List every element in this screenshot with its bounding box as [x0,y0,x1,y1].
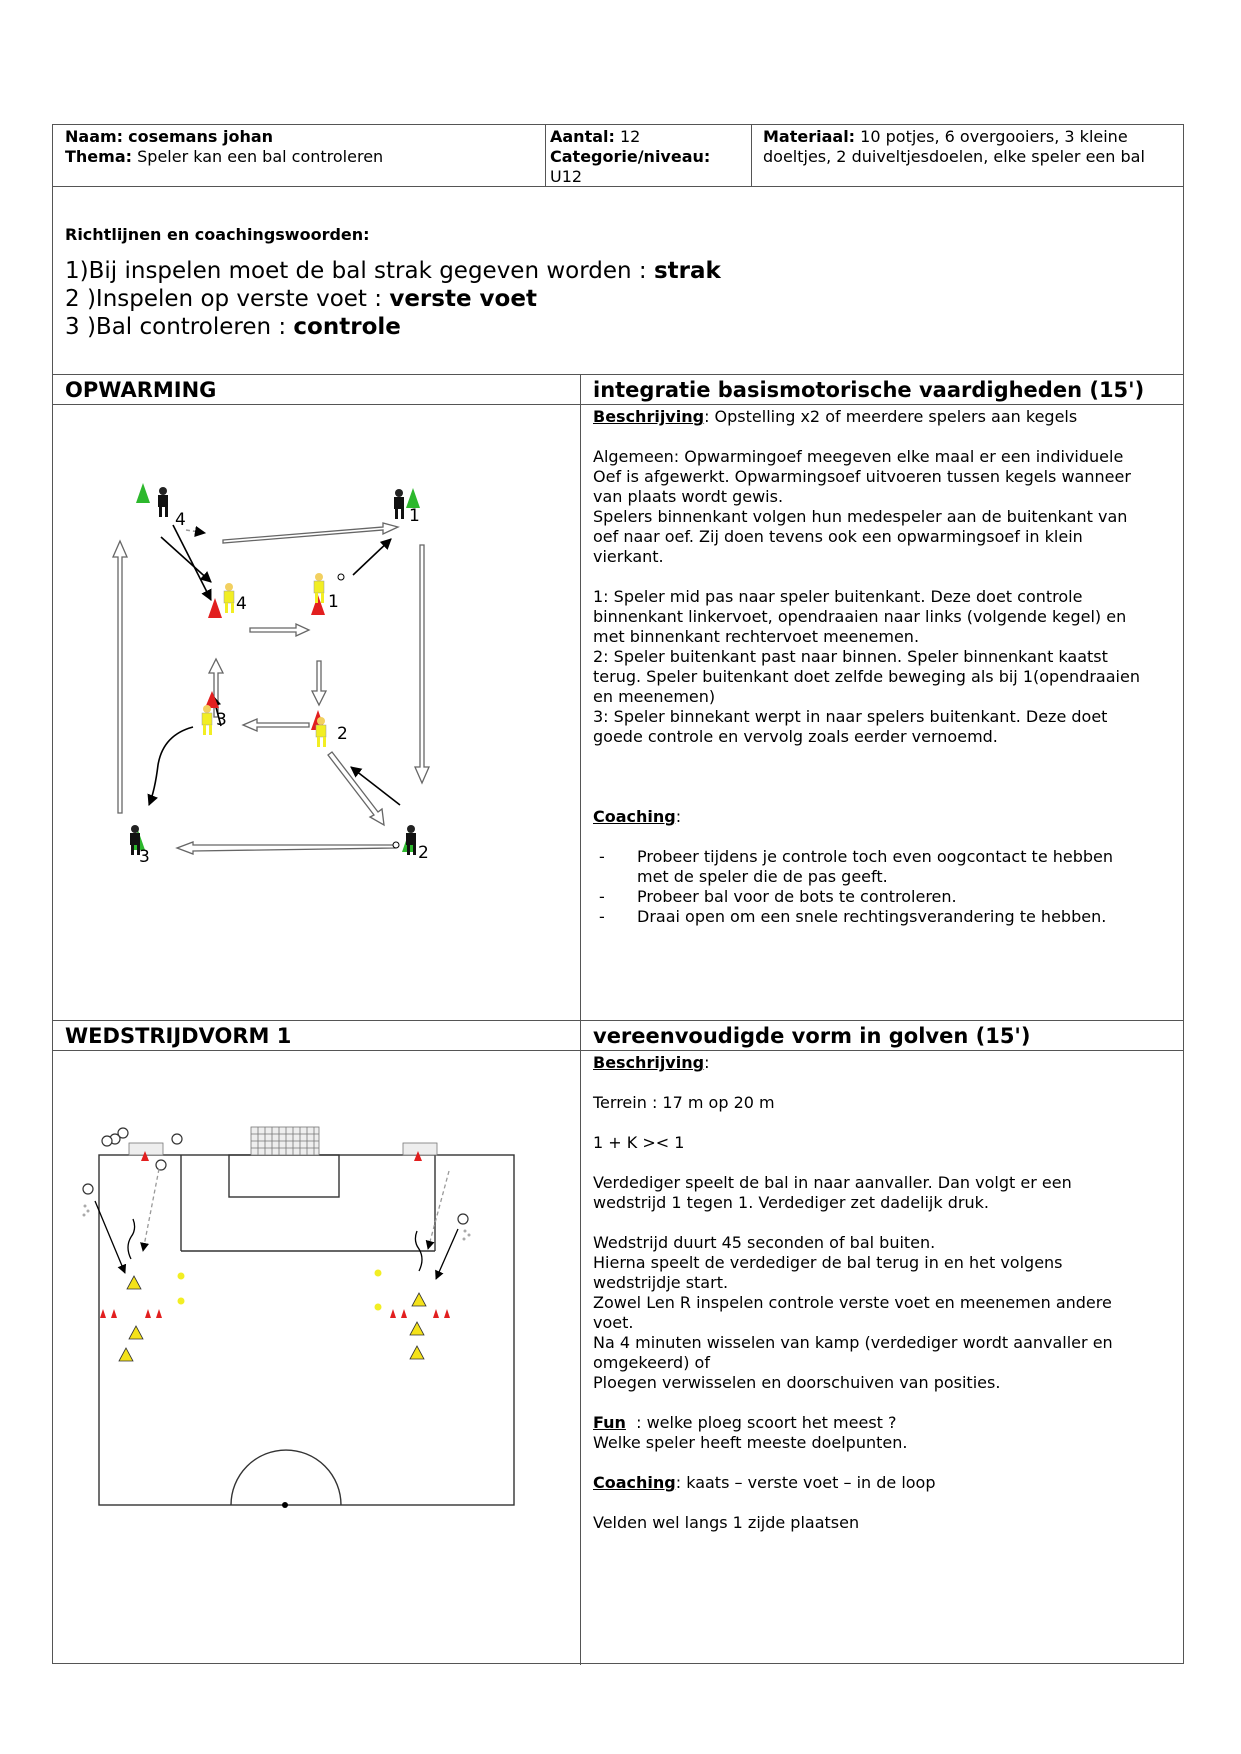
theme-label: Thema: [65,147,133,166]
general-line: oef naar oef. Zij doen tevens ook een opwarmingsoef in klein [593,527,1083,546]
paragraph-line: wedstrijd 1 tegen 1. Verdediger zet dadelijk druk. [593,1193,989,1212]
note-text: Velden wel langs 1 zijde plaatsen [593,1513,860,1532]
match-subtitle: vereenvoudigde vorm in golven (15') [580,1021,1183,1050]
category-value: U12 [550,167,583,186]
name-label: Naam: [65,127,124,146]
guideline-item [65,313,1183,341]
pass-arrows [149,525,400,805]
guideline-keyword: strak [653,258,721,284]
warmup-subtitle: integratie basismotorische vaardigheden (15') [580,375,1183,404]
coaching-text: Probeer tijdens je controle toch even oogcontact te hebben [637,847,1114,866]
step-line: met binnenkant rechtervoet meenemen. [593,627,920,646]
paragraph-line: Wedstrijd duurt 45 seconden of bal buiten. [593,1233,936,1252]
paragraph-line: omgekeerd) of [593,1353,710,1372]
header-row [53,125,1183,187]
fun-text: : welke ploeg scoort het meest ? [625,1413,897,1432]
step-line: binnenkant linkervoet, opendraaien naar links (volgende kegel) en [593,607,1127,626]
step-line: 3: Speler binnekant werpt in naar spelers buitenkant. Deze doet [593,707,1108,726]
general-line: van plaats wordt gewis. [593,487,784,506]
paragraph-line: Zowel Len R inspelen controle verste voet en meenemen andere [593,1293,1112,1312]
terrain-text: Terrein : 17 m op 20 m [593,1093,775,1112]
position-numbers [139,506,429,867]
red-cone-row-left [100,1309,162,1318]
paragraph-line: Na 4 minuten wisselen van kamp (verdediger wordt aanvaller en [593,1333,1113,1352]
guideline-keyword: controle [293,314,401,340]
material-value-line2: doeltjes, 2 duiveltjesdoelen, elke speler een bal [763,147,1145,166]
warmup-title: OPWARMING [65,378,217,402]
match-title: WEDSTRIJDVORM 1 [65,1024,292,1048]
guidelines-title: Richtlijnen en coachingswoorden: [65,225,370,244]
warmup-content-row [53,405,1183,1021]
coaching-list [593,847,1173,927]
pitch-diagram [53,1051,580,1665]
outer-players [130,487,416,855]
match-title-row [53,1021,1183,1051]
yellow-markers [178,1270,382,1311]
number-label: 4 [236,594,247,614]
step-line: terug. Speler buitenkant doet zelfde beweging als bij 1(opendraaien [593,667,1140,686]
play-arrows [95,1169,458,1279]
warmup-diagram [53,405,580,1021]
guidelines-row [53,187,1183,375]
general-line: Spelers binnenkant volgen hun medespeler aan de buitenkant van [593,507,1128,526]
coaching-item [593,847,1173,887]
paragraph-line: Verdediger speelt de bal in naar aanvaller. Dan volgt er een [593,1173,1072,1192]
coaching-item: - Draai open om een snele rechtingsverandering te hebben. [593,907,1173,927]
number-label: 4 [175,510,186,530]
paragraph-line: voet. [593,1313,634,1332]
number-label: 1 [328,592,339,612]
fun-text-2: Welke speler heeft meeste doelpunten. [593,1433,908,1452]
step-line: en meenemen) [593,687,716,706]
number-label: 2 [418,843,429,863]
guideline-text: 2 )Inspelen op verste voet : [65,286,390,312]
guideline-text: 1)Bij inspelen moet de bal strak gegeven worden : [65,258,654,284]
session-sheet [52,124,1184,1664]
number-label: 1 [409,506,420,526]
step-line: goede controle en vervolg zoals eerder vernoemd. [593,727,998,746]
outer-movement-arrows [113,523,429,854]
step-line: 1: Speler mid pas naar speler buitenkant. Deze doet controle [593,587,1083,606]
coaching-text: : kaats – verste voet – in de loop [675,1473,936,1492]
coaching-label: Coaching [593,807,676,826]
category-label: Categorie/niveau: [550,147,711,166]
general-line: Oef is afgewerkt. Opwarmingsoef uitvoeren tussen kegels wanneer [593,467,1131,486]
coaching-item: - Probeer bal voor de bots te controleren. [593,887,1173,907]
match-diagram-cell [53,1051,580,1665]
main-goal [251,1127,319,1155]
coaching-label: Coaching [593,1473,676,1492]
warmup-title-row [53,375,1183,405]
pitch-lines [99,1155,514,1505]
number-label: 3 [216,710,227,730]
yellow-cones [119,1276,426,1361]
number-label: 3 [139,847,150,867]
guideline-item [65,257,1183,285]
step-line: 2: Speler buitenkant past naar binnen. Speler binnenkant kaatst [593,647,1108,666]
count-value: 12 [620,127,641,146]
red-cone-row-right [390,1309,450,1318]
material-cell [751,125,1183,186]
guideline-keyword: verste voet [389,286,537,312]
description-label: Beschrijving [593,407,705,426]
material-label: Materiaal: [763,127,856,146]
general-line: Algemeen: Opwarmingoef meegeven elke maal er een individuele [593,447,1124,466]
paragraph-line: wedstrijdje start. [593,1273,729,1292]
count-label: Aantal: [550,127,615,146]
warmup-diagram-cell [53,405,580,1020]
dotted-bits [83,1205,471,1241]
name-value: cosemans johan [128,127,274,146]
description-first: : Opstelling x2 of meerdere spelers aan kegels [704,407,1078,426]
name-theme-cell [53,125,545,186]
theme-value: Speler kan een bal controleren [137,147,384,166]
general-line: vierkant. [593,547,664,566]
fun-label: Fun [593,1413,626,1432]
guideline-text: 3 )Bal controleren : [65,314,294,340]
description-label: Beschrijving [593,1053,705,1072]
guideline-item [65,285,1183,313]
material-value-line1: 10 potjes, 6 overgooiers, 3 kleine [860,127,1128,146]
match-description: Beschrijving: Terrein : 17 m op 20 m 1 + K >< 1 Verdediger speelt de bal in naar aanvaller. Dan volgt er een wedstrijd 1 tegen 1. Verdediger zet dadelijk druk. Wedstrijd duurt 45 seconden of bal buiten. Hierna speelt de verdediger de bal terug in en het volgens wedstrijdje start. Zowel Len R inspelen controle verste voet en meenemen andere voet. Na 4 minuten wisselen van kamp (verdediger wordt aanvaller en omgekeerd) of Ploegen verwisselen en doorschuiven van posities. Fun : welke ploeg scoort het meest ? Welke speler heeft meeste doelpunten. Coaching: kaats – verste voet – in de loop Velden wel langs 1 zijde plaatsen [580,1051,1183,1665]
count-category-cell [545,125,751,186]
match-content-row [53,1051,1183,1665]
paragraph-line: Ploegen verwisselen en doorschuiven van posities. [593,1373,1001,1392]
warmup-description: Beschrijving: Opstelling x2 of meerdere spelers aan kegels Algemeen: Opwarmingoef meegeven elke maal er een individuele Oef is afgewerkt. Opwarmingsoef uitvoeren tussen kegels wanneer van plaats wordt gewis. Spelers binnenkant volgen hun medespeler aan de buitenkant van oef naar oef. Zij doen tevens ook een opwarmingsoef in klein vierkant. 1: Speler mid pas naar speler buitenkant. Deze doet controle binnenkant linkervoet, opendraaien naar links (volgende kegel) en met binnenkant rechtervoet meenemen. 2: Speler buitenkant past naar binnen. Speler binnenkant kaatst terug. Speler buitenkant doet zelfde beweging als bij 1(opendraaien en meenemen) 3: Speler binnekant werpt in naar spelers buitenkant. Deze doet goede controle en vervolg zoals eerder vernoemd. Coaching: - Probeer tijdens je controle toch even oogcontact te hebben met de speler die de pas geeft. - Probeer bal voor de bots te controleren. - Draai open om een snele rechtingsverandering te hebben. [580,405,1183,1020]
coaching-text: met de speler die de pas geeft. [637,867,888,886]
center-spot [282,1502,288,1508]
paragraph-line: Hierna speelt de verdediger de bal terug in en het volgens [593,1253,1063,1272]
format-text: 1 + K >< 1 [593,1133,685,1152]
number-label: 2 [337,724,348,744]
